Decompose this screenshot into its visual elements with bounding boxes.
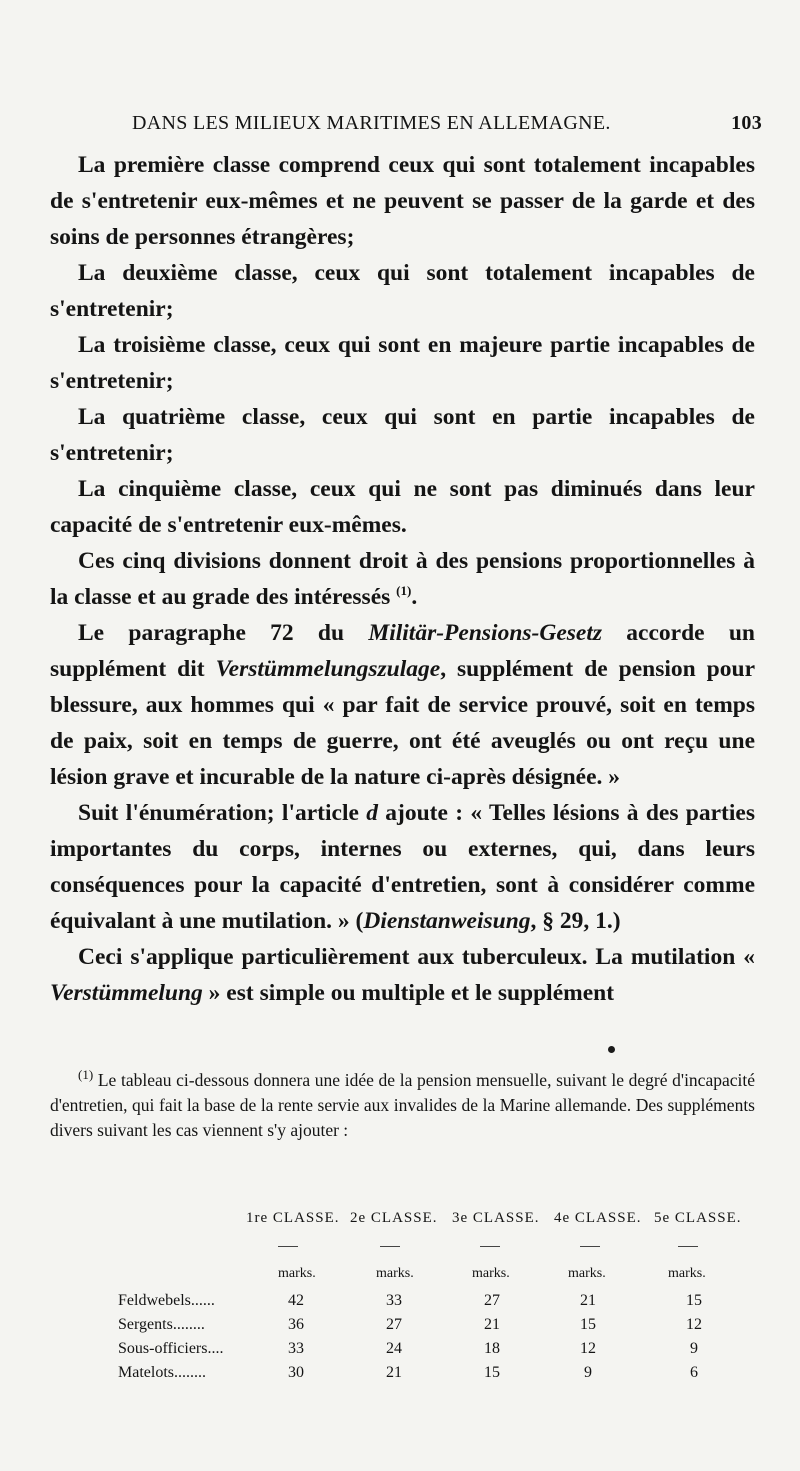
- tb-part-b: » est simple ou multiple et le supplément: [202, 980, 615, 1006]
- header-rule: [678, 1246, 698, 1247]
- footnote-marker: (1): [78, 1067, 94, 1083]
- law-name: Militär-Pensions-Gesetz: [368, 620, 603, 646]
- column-header: 3e CLASSE.: [452, 1210, 540, 1226]
- table-row: [118, 1292, 768, 1314]
- paragraph-tuberculeux: [50, 939, 755, 1011]
- table-cell: 27: [484, 1292, 500, 1309]
- row-label: Sous-officiers....: [118, 1340, 224, 1357]
- running-title: DANS LES MILIEUX MARITIMES EN ALLEMAGNE.: [132, 112, 611, 134]
- enum-part-c: , § 29, 1.): [530, 908, 621, 934]
- page-number: 103: [731, 112, 762, 134]
- table-cell: 24: [386, 1340, 402, 1357]
- table-cell: 18: [484, 1340, 500, 1357]
- footnote-text: Le tableau ci-dessous donnera une idée de la pension mensuelle, suivant le degré d'incapacité d'entretien, qui fait la base de la rente servie aux invalides de la Marine allemande. Des suppléments divers suivant les cas viennent s'y ajouter :: [50, 1070, 755, 1140]
- unit-label: marks.: [568, 1266, 606, 1281]
- row-label: Sergents........: [118, 1316, 205, 1333]
- header-rule: [480, 1246, 500, 1247]
- pensions-end: .: [411, 584, 418, 610]
- header-rule: [380, 1246, 400, 1247]
- paragraph-paragraph-72: [50, 615, 755, 795]
- row-label: Feldwebels......: [118, 1292, 215, 1309]
- table-row: [118, 1340, 768, 1362]
- tb-part-a: Ceci s'applique particulièrement aux tuberculeux. La mutilation «: [78, 944, 755, 970]
- table-cell: 12: [686, 1316, 702, 1333]
- column-header: 4e CLASSE.: [554, 1210, 642, 1226]
- table-cell: 21: [580, 1292, 596, 1309]
- paragraph-class-3: La troisième classe, ceux qui sont en majeure partie incapables de s'entretenir;: [50, 332, 755, 394]
- column-header: 2e CLASSE.: [350, 1210, 438, 1226]
- table-cell: 15: [580, 1316, 596, 1333]
- stray-ink-dot: [608, 1046, 615, 1053]
- paragraph-enumeration: [50, 795, 755, 939]
- unit-label: marks.: [668, 1266, 706, 1281]
- table-cell: 27: [386, 1316, 402, 1333]
- p72-part-a: Le paragraphe 72 du: [78, 620, 369, 646]
- source-name: Dienstanweisung: [363, 908, 531, 934]
- table-cell: 9: [584, 1364, 592, 1381]
- paragraph-class-4: La quatrième classe, ceux qui sont en partie incapables de s'entretenir;: [50, 404, 755, 466]
- table-cell: 42: [288, 1292, 304, 1309]
- header-rule: [278, 1246, 298, 1247]
- header-rule: [580, 1246, 600, 1247]
- enum-part-a: Suit l'énumération; l'article: [78, 800, 367, 826]
- table-row: [118, 1364, 768, 1386]
- table-cell: 21: [386, 1364, 402, 1381]
- table-cell: 15: [686, 1292, 702, 1309]
- p72-part-b: accorde un supplément dit: [50, 620, 755, 682]
- table-cell: 9: [690, 1340, 698, 1357]
- enum-part-b: ajoute : « Telles lésions à des parties importantes du corps, internes ou externes, qui, dans leurs conséquences pour la capacité d'entretien, sont à considérer comme équivalant à une mutilation. » (: [50, 800, 755, 934]
- article-letter: d: [366, 800, 378, 826]
- paragraph-class-2: La deuxième classe, ceux qui sont totalement incapables de s'entretenir;: [50, 260, 755, 322]
- table-cell: 12: [580, 1340, 596, 1357]
- body-text: [50, 147, 755, 1011]
- unit-label: marks.: [472, 1266, 510, 1281]
- unit-label: marks.: [376, 1266, 414, 1281]
- table-cell: 33: [288, 1340, 304, 1357]
- table-cell: 33: [386, 1292, 402, 1309]
- table-cell: 30: [288, 1364, 304, 1381]
- table-cell: 36: [288, 1316, 304, 1333]
- unit-label: marks.: [278, 1266, 316, 1281]
- footnote-reference: (1): [396, 583, 412, 599]
- table-header: [118, 1210, 768, 1234]
- table-row: [118, 1316, 768, 1338]
- column-header: 5e CLASSE.: [654, 1210, 742, 1226]
- table-cell: 21: [484, 1316, 500, 1333]
- table-cell: 15: [484, 1364, 500, 1381]
- footnote: [50, 1068, 755, 1143]
- mutilation-term: Verstümmelung: [50, 980, 203, 1006]
- table-cell: 6: [690, 1364, 698, 1381]
- p72-part-c: , supplément de pension pour blessure, aux hommes qui « par fait de service prouvé, soit en temps de paix, soit en temps de guerre, ont été aveuglés ou ont reçu une lésion grave et incurable de la nature ci-après désignée. »: [50, 656, 755, 790]
- paragraph-class-1: La première classe comprend ceux qui sont totalement incapables de s'entretenir eux-mêmes et ne peuvent se passer de la garde et des soins de personnes étrangères;: [50, 152, 755, 250]
- paragraph-class-5: La cinquième classe, ceux qui ne sont pas diminués dans leur capacité de s'entretenir eux-mêmes.: [50, 476, 755, 538]
- column-header: 1re CLASSE.: [246, 1210, 340, 1226]
- supplement-term: Verstümmelungszulage: [215, 656, 441, 682]
- row-label: Matelots........: [118, 1364, 206, 1381]
- pensions-text: Ces cinq divisions donnent droit à des pensions proportionnelles à la classe et au grade des intéressés: [50, 548, 755, 610]
- paragraph-pensions: [50, 543, 755, 615]
